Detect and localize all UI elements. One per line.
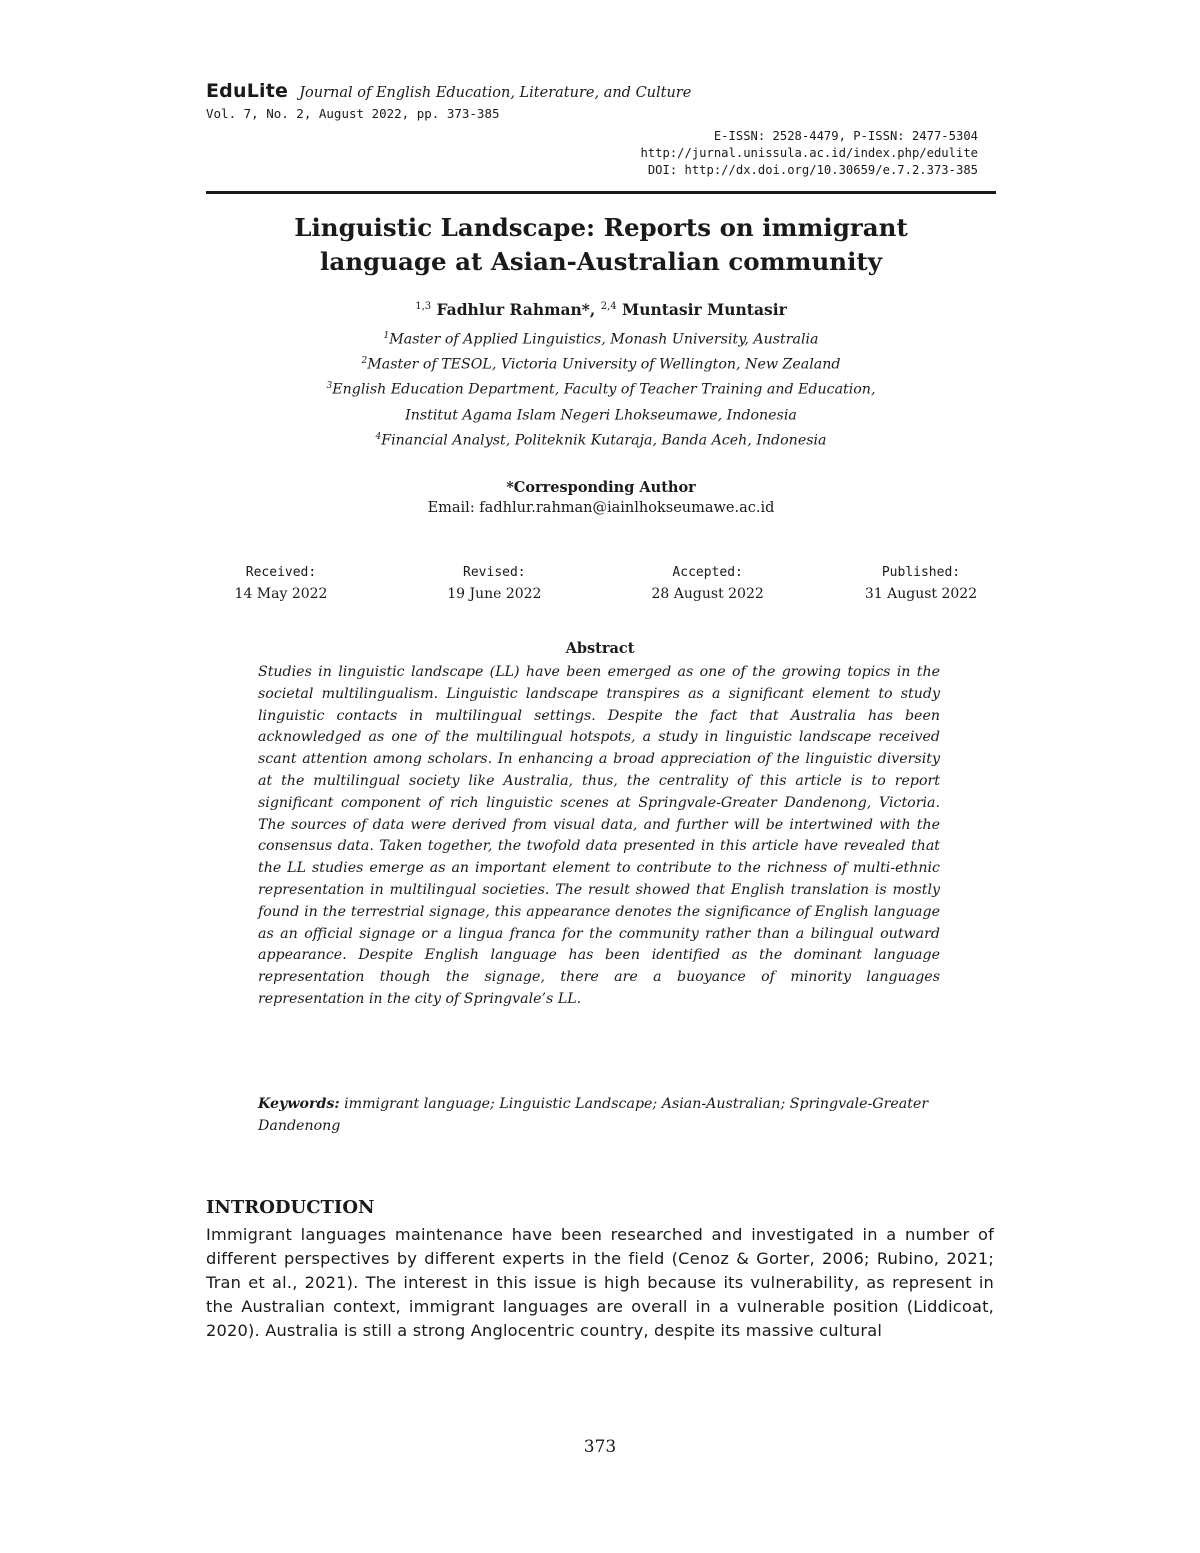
introduction-text: Immigrant languages maintenance have been researched and investigated in a number of different perspectives by different experts in the field (Cenoz & Gorter, 2006; Rubino, 2021; Tran et al., 2021). The interest in this issue is high because its vulnerability, as represent in the Australian context, immigrant languages are overall in a vulnerable position (Liddicoat, 2020). Australia is still a strong Anglocentric country, despite its massive cultural [206,1225,994,1340]
date-value: 14 May 2022 [234,585,328,602]
affiliation-text: English Education Department, Faculty of Teacher Training and Education, [332,382,876,399]
affiliation-sup: 1 [383,331,390,341]
author-separator: , [589,300,601,319]
author-1-affil: 1,3 [415,300,432,312]
affiliation-line [206,376,996,401]
header-divider [206,191,996,194]
date-value: 31 August 2022 [864,585,978,602]
affiliation-line [206,427,996,452]
affiliation-text: Financial Analyst, Politeknik Kutaraja, Banda Aceh, Indonesia [381,432,827,449]
date-accepted [633,563,783,604]
keywords-label: Keywords: [258,1096,340,1112]
affiliation-text: Institut Agama Islam Negeri Lhokseumawe, Indonesia [405,407,797,424]
date-revised [419,563,569,604]
date-label: Published: [881,565,961,580]
corresponding-heading: *Corresponding Author [506,479,696,496]
affiliations [206,326,996,452]
doi-link[interactable]: DOI: http://dx.doi.org/10.30659/e.7.2.373-385 [647,163,978,177]
journal-url-link[interactable]: http://jurnal.unissula.ac.id/index.php/edulite [640,146,978,160]
page-number: 373 [583,1437,617,1457]
author-list [206,300,996,319]
author-2-affil: 2,4 [600,300,617,312]
author-2-name: Muntasir Muntasir [622,300,787,319]
paper-title [206,211,996,279]
date-label: Accepted: [672,565,743,580]
journal-name: Journal of English Education, Literature, and Culture [299,85,692,101]
date-label: Revised: [463,565,526,580]
journal-header [206,80,691,102]
affiliation-text: Master of TESOL, Victoria University of Wellington, New Zealand [367,356,841,373]
date-published [846,563,996,604]
publication-dates [206,563,996,604]
keywords-text: immigrant language; Linguistic Landscape; Asian-Australian; Springvale-Greater Dandenong [258,1096,929,1134]
affiliation-sup: 3 [326,381,333,392]
abstract-text: Studies in linguistic landscape (LL) have been emerged as one of the growing topics in the societal multilingualism. Linguistic landscape transpires as a significant element to study linguistic contacts in multilingual settings. Despite the fact that Australia has been acknowledged as one of the multilingual hotspots, a study in linguistic landscape received scant attention among scholars. In enhancing a broad appreciation of the linguistic diversity at the multilingual society like Australia, thus, the centrality of this article is to report significant component of rich linguistic scenes at Springvale-Greater Dandenong, Victoria. The sources of data were derived from visual data, and further will be intertwined with the consensus data. Taken together, the twofold data presented in this article have revealed that the LL studies emerge as an important element to contribute to the richness of multi-ethnic representation in multilingual societies. The result showed that English translation is mostly found in the terrestrial signage, this appearance denotes the significance of English language as an official signage or a lingua franca for the community rather than a bilingual outward appearance. Despite English language has been identified as the dominant language representation though the signage, there are a buoyance of minority languages representation in the city of Springvale’s LL. [258,664,940,1007]
introduction-heading: INTRODUCTION [206,1197,375,1218]
title-line-2: language at Asian-Australian community [320,247,882,276]
affiliation-line [206,351,996,376]
affiliation-line [206,402,996,427]
date-label: Received: [245,565,317,580]
keywords [258,1094,940,1138]
date-value: 19 June 2022 [447,585,542,602]
affiliation-text: Master of Applied Linguistics, Monash University, Australia [389,331,819,348]
abstract-heading: Abstract [565,640,635,657]
corresponding-author [206,477,996,519]
affiliation-line [206,326,996,351]
volume-info: Vol. 7, No. 2, August 2022, pp. 373-385 [206,106,500,121]
title-line-1: Linguistic Landscape: Reports on immigrant [294,213,908,242]
journal-identifiers [640,128,978,179]
author-1-name: Fadhlur Rahman* [436,300,590,319]
corresponding-email[interactable]: Email: fadhlur.rahman@iainlhokseumawe.ac.id [427,500,775,516]
affiliation-sup: 2 [361,356,368,367]
affiliation-sup: 4 [375,431,382,442]
journal-brand-logo: EduLite [206,80,289,102]
date-value: 28 August 2022 [651,585,764,602]
date-received [206,563,356,604]
issn: E-ISSN: 2528-4479, P-ISSN: 2477-5304 [713,129,978,143]
